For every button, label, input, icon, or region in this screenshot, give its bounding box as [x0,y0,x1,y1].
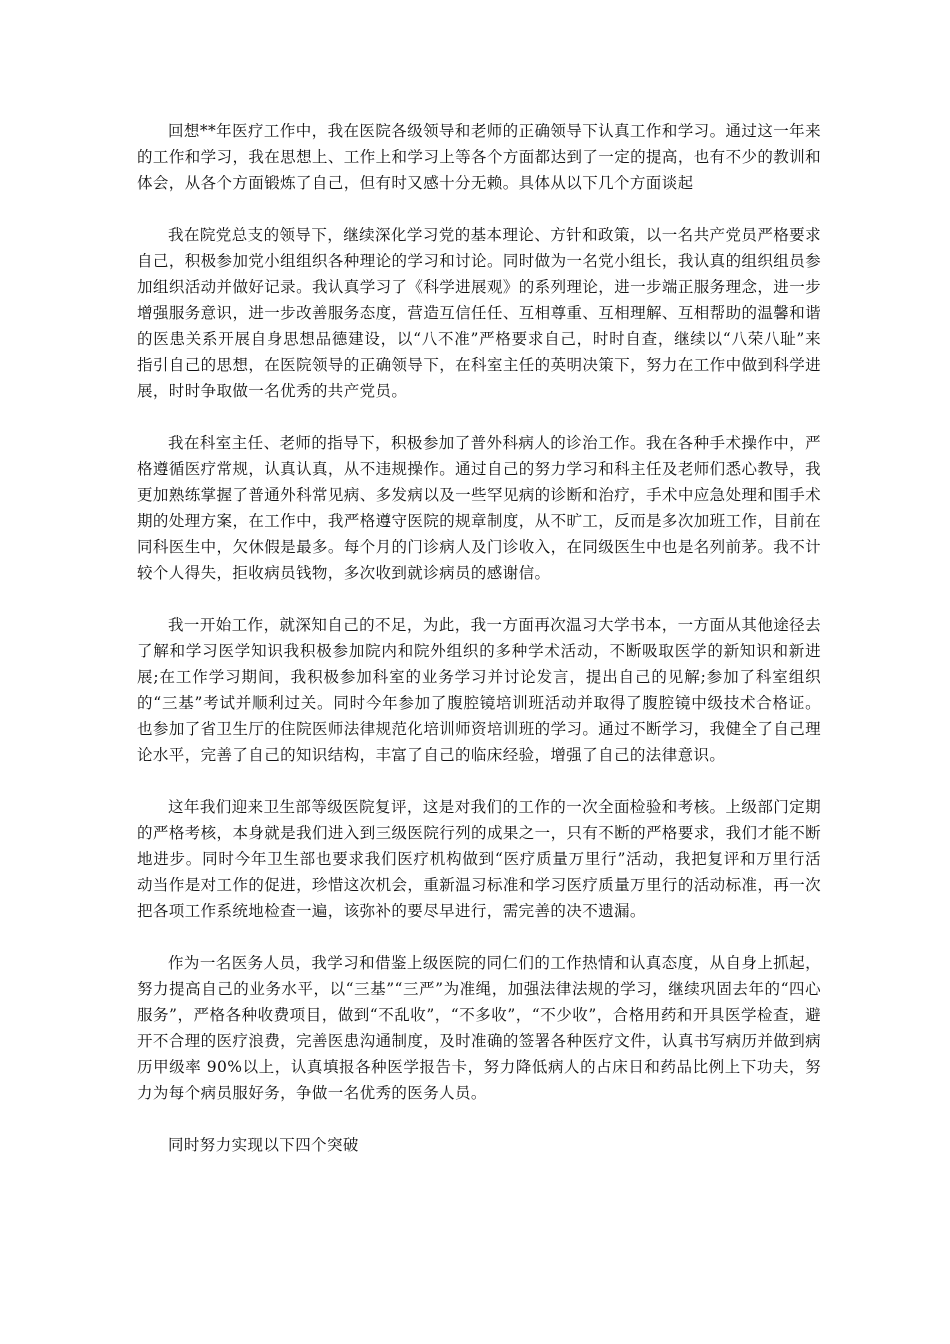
paragraph-learning: 我一开始工作，就深知自己的不足，为此，我一方面再次温习大学书本，一方面从其他途径去了解和学习医学知识我积极参加院内和院外组织的多种学术活动，不断吸取医学的新知识和新进展;在工作学习期间，我积极参加科室的业务学习并讨论发言，提出自己的见解;参加了科室组织的“三基”考试并顺利过关。同时今年参加了腹腔镜培训班活动并取得了腹腔镜中级技术合格证。也参加了省卫生厅的住院医师法律规范化培训师资培训班的学习。通过不断学习，我健全了自己理论水平，完善了自己的知识结构，丰富了自己的临床经验，增强了自己的法律意识。 [137,616,821,764]
paragraph-medical-service: 作为一名医务人员，我学习和借鉴上级医院的同仁们的工作热情和认真态度，从自身上抓起，努力提高自己的业务水平，以“三基”“三严”为准绳，加强法律法规的学习，继续巩固去年的“四心服务”，严格各种收费项目，做到“不乱收”，“不多收”，“不少收”，合格用药和开具医学检查，避开不合理的医疗浪费，完善医患沟通制度，及时准确的签署各种医疗文件，认真书写病历并做到病历甲级率 90%以上，认真填报各种医学报告卡，努力降低病人的占床日和药品比例上下功夫，努力为每个病员服好务，争做一名优秀的医务人员。 [137,954,821,1102]
paragraph-hospital-review: 这年我们迎来卫生部等级医院复评，这是对我们的工作的一次全面检验和考核。上级部门定期的严格考核，本身就是我们进入到三级医院行列的成果之一，只有不断的严格要求，我们才能不断地进步。同时今年卫生部也要求我们医疗机构做到“医疗质量万里行”活动，我把复评和万里行活动当作是对工作的促进，珍惜这次机会，重新温习标准和学习医疗质量万里行的活动标准，再一次把各项工作系统地检查一遍，该弥补的要尽早进行，需完善的决不遗漏。 [137,798,821,920]
paragraph-intro: 回想**年医疗工作中，我在医院各级领导和老师的正确领导下认真工作和学习。通过这一年来的工作和学习，我在思想上、工作上和学习上等各个方面都达到了一定的提高，也有不少的教训和体会，从各个方面锻炼了自己，但有时又感十分无赖。具体从以下几个方面谈起 [137,122,821,192]
document-body [137,118,821,1158]
paragraph-breakthroughs: 同时努力实现以下四个突破 [168,1136,359,1154]
paragraph-clinical-work: 我在科室主任、老师的指导下，积极参加了普外科病人的诊治工作。我在各种手术操作中，严格遵循医疗常规，认真认真，从不违规操作。通过自己的努力学习和科主任及老师们悉心教导，我更加熟练掌握了普通外科常见病、多发病以及一些罕见病的诊断和治疗，手术中应急处理和围手术期的处理方案，在工作中，我严格遵守医院的规章制度，从不旷工，反而是多次加班工作，目前在同科医生中，欠休假是最多。每个月的门诊病人及门诊收入，在同级医生中也是名列前茅。我不计较个人得失，拒收病员钱物，多次收到就诊病员的感谢信。 [137,434,821,582]
paragraph-party-study: 我在院党总支的领导下，继续深化学习党的基本理论、方针和政策，以一名共产党员严格要求自己，积极参加党小组组织各种理论的学习和讨论。同时做为一名党小组长，我认真的组织组员参加组织活动并做好记录。我认真学习了《科学进展观》的系列理论，进一步端正服务理念，进一步增强服务意识，进一步改善服务态度，营造互信任任、互相尊重、互相理解、互相帮助的温馨和谐的医患关系开展自身思想品德建设，以“八不准”严格要求自己，时时自查，继续以“八荣八耻”来指引自己的思想，在医院领导的正确领导下，在科室主任的英明决策下，努力在工作中做到科学进展，时时争取做一名优秀的共产党员。 [137,226,821,400]
